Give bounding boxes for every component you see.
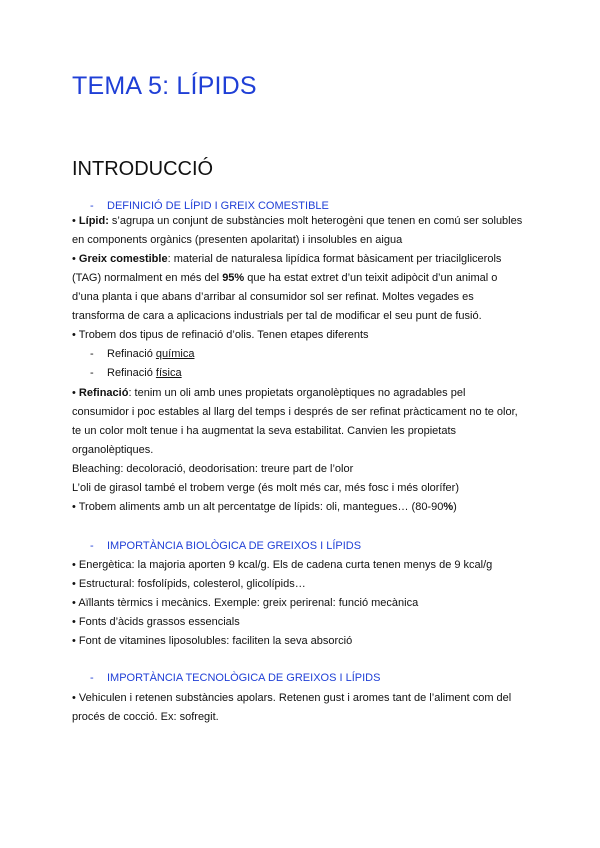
section-heading: INTRODUCCIÓ	[72, 158, 214, 180]
list-item: • Energètica: la majoria aporten 9 kcal/g. Els de cadena curta tenen menys de 9 kcal/g	[72, 559, 493, 571]
dash: -	[90, 200, 94, 212]
paragraph-aliments: • Trobem aliments amb un alt percentatge de lípids: oli, mantegues… (80-90%)	[72, 501, 457, 513]
paragraph-greix-cont: d’una planta i que abans d’arribar al consumidor sol ser refinat. Moltes vegades es	[72, 291, 474, 303]
paragraph-refinacio-cont: te un color molt tenue i ha augmentat la seva estabilitat. Canvien les propietats	[72, 425, 457, 437]
paragraph-trobem: • Trobem dos tipus de refinació d’olis. Tenen etapes diferents	[72, 329, 369, 341]
list-item: • Fonts d’àcids grassos essencials	[72, 616, 240, 628]
list-item: • Aïllants tèrmics i mecànics. Exemple: greix perirenal: funció mecànica	[72, 597, 419, 609]
paragraph-vehiculen-cont: procés de cocció. Ex: sofregit.	[72, 711, 219, 723]
paragraph-greix-cont: transforma de cara a aplicacions industrials per tal de modificar el seu punt de fusió.	[72, 310, 482, 322]
paragraph-lipid-cont: en components orgànics (presenten apolaritat) i insolubles en aigua	[72, 234, 403, 246]
list-item: • Font de vitamines liposolubles: faciliten la seva absorció	[72, 635, 353, 647]
paragraph-refinacio-cont: organolèptiques.	[72, 444, 154, 456]
list-item-quimica: - Refinació química	[90, 348, 195, 360]
list-item-fisica: - Refinació física	[90, 367, 182, 379]
subheading-definicio: - DEFINICIÓ DE LÍPID I GREIX COMESTIBLE	[90, 200, 329, 212]
paragraph-girasol: L’oli de girasol també el trobem verge (és molt més car, més fosc i més olorífer)	[72, 482, 459, 494]
paragraph-lipid: • Lípid: s’agrupa un conjunt de substàncies molt heterogèni que tenen en comú ser solubles	[72, 215, 523, 227]
paragraph-greix-cont: (TAG) normalment en més del 95% que ha estat extret d’un teixit adipòcit d’un animal o	[72, 272, 498, 284]
paragraph-bleaching: Bleaching: decoloració, deodorisation: treure part de l’olor	[72, 463, 354, 475]
page-title: TEMA 5: LÍPIDS	[72, 72, 257, 100]
paragraph-greix: • Greix comestible: material de naturalesa lipídica format bàsicament per triacilglicerols	[72, 253, 502, 265]
subheading-tecnologica: - IMPORTÀNCIA TECNOLÒGICA DE GREIXOS I LÍPIDS	[90, 672, 381, 684]
paragraph-refinacio-cont: consumidor i poc estables al llarg del temps i després de ser refinat pràcticament no te olor,	[72, 406, 518, 418]
paragraph-vehiculen: • Vehiculen i retenen substàncies apolars. Retenen gust i aromes tant de l’aliment com del	[72, 692, 512, 704]
paragraph-refinacio: • Refinació: tenim un oli amb unes propietats organolèptiques no agradables pel	[72, 387, 466, 399]
list-item: • Estructural: fosfolípids, colesterol, glicolípids…	[72, 578, 306, 590]
subheading-biologica: - IMPORTÀNCIA BIOLÒGICA DE GREIXOS I LÍPIDS	[90, 540, 362, 552]
